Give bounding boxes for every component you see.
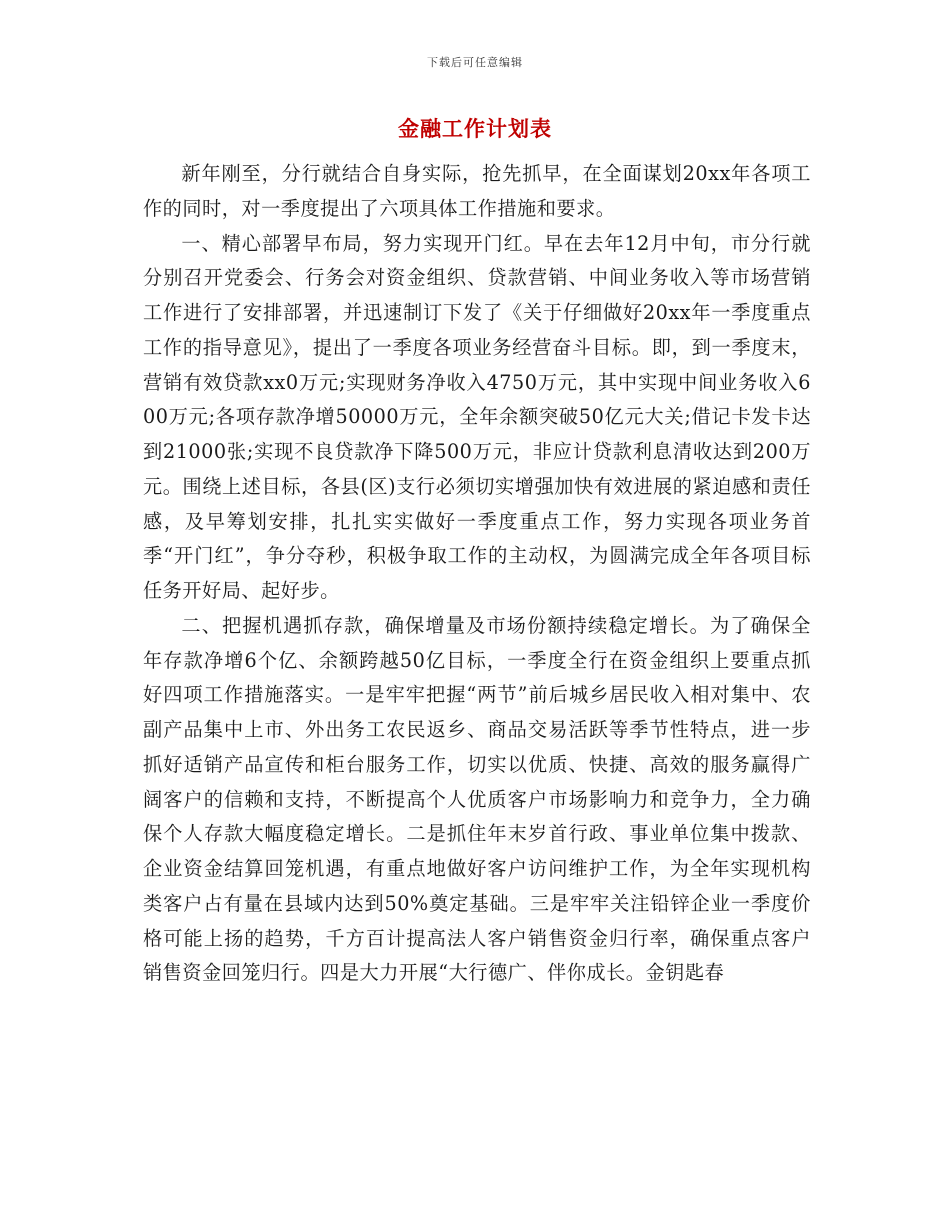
document-body [143, 157, 811, 991]
paragraph-section-1: 一、精心部署早布局，努力实现开门红。早在去年12月中旬，市分行就分别召开党委会、行务会对资金组织、贷款营销、中间业务收入等市场营销工作进行了安排部署，并迅速制订下发了《关于仔细做好20xx年一季度重点工作的指导意见》，提出了一季度各项业务经营奋斗目标。即，到一季度末，营销有效贷款xx0万元;实现财务净收入4750万元，其中实现中间业务收入600万元;各项存款净增50000万元，全年余额突破50亿元大关;借记卡发卡达到21000张;实现不良贷款净下降500万元，非应计贷款利息清收达到200万元。围绕上述目标，各县(区)支行必须切实增强加快有效进展的紧迫感和责任感，及早筹划安排，扎扎实实做好一季度重点工作，努力实现各项业务首季“开门红”，争分夺秒，积极争取工作的主动权，为圆满完成全年各项目标任务开好局、起好步。 [143, 231, 811, 602]
header-note: 下载后可任意编辑 [427, 56, 523, 69]
paragraph-intro: 新年刚至，分行就结合自身实际，抢先抓早，在全面谋划20xx年各项工作的同时，对一季度提出了六项具体工作措施和要求。 [143, 162, 811, 220]
paragraph-section-2: 二、把握机遇抓存款，确保增量及市场份额持续稳定增长。为了确保全年存款净增6个亿、余额跨越50亿目标，一季度全行在资金组织上要重点抓好四项工作措施落实。一是牢牢把握“两节”前后城乡居民收入相对集中、农副产品集中上市、外出务工农民返乡、商品交易活跃等季节性特点，进一步抓好适销产品宣传和柜台服务工作，切实以优质、快捷、高效的服务赢得广阔客户的信赖和支持，不断提高个人优质客户市场影响力和竞争力，全力确保个人存款大幅度稳定增长。二是抓住年末岁首行政、事业单位集中拨款、企业资金结算回笼机遇，有重点地做好客户访问维护工作，为全年实现机构类客户占有量在县域内达到50%奠定基础。三是牢牢关注铅锌企业一季度价格可能上扬的趋势，千方百计提高法人客户销售资金归行率，确保重点客户销售资金回笼归行。四是大力开展“大行德广、伴你成长。金钥匙春 [143, 613, 811, 985]
document-title: 金融工作计划表 [398, 116, 552, 141]
